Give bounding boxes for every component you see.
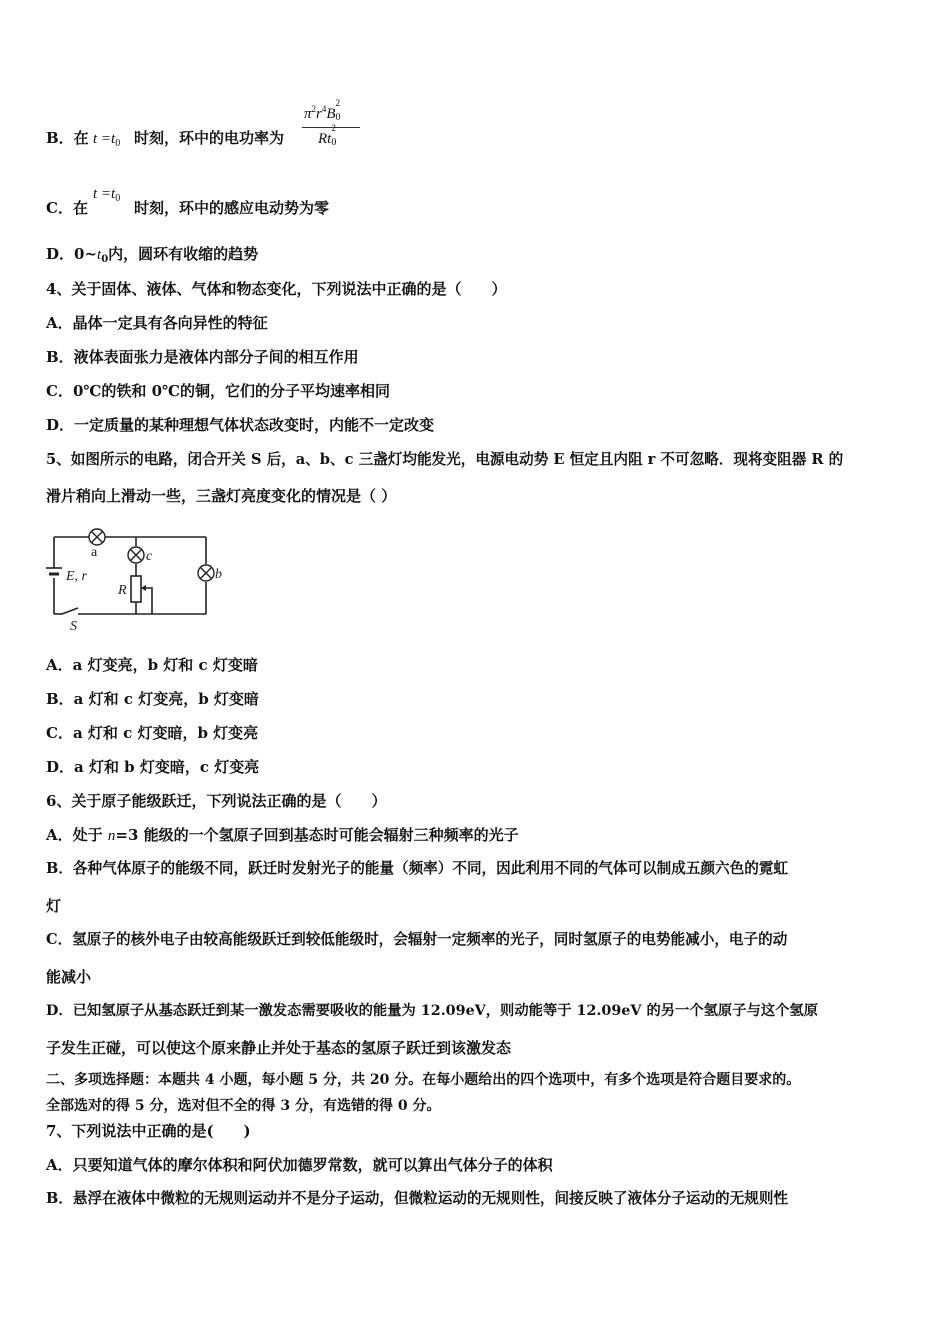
q6-option-c-line1: C．氢原子的核外电子由较高能级跃迁到较低能级时，会辐射一定频率的光子，同时氢原子的电势能减小，电子的动 xyxy=(46,931,788,948)
lamp-a-icon xyxy=(89,529,105,545)
q3-option-c: C．在 xyxy=(46,199,88,217)
q7-option-b: B．悬浮在液体中微粒的无规则运动并不是分子运动，但微粒运动的无规则性，间接反映了液体分子运动的无规则性 xyxy=(46,1190,789,1207)
lamp-a-label: a xyxy=(91,545,98,560)
q3-option-b-time: $t =t_0$ xyxy=(93,131,121,149)
q3-option-c-time: $t =t_0$ xyxy=(93,186,121,204)
q6-option-b-line1: B．各种气体原子的能级不同，跃迁时发射光子的能量（频率）不同，因此利用不同的气体可以制成五颜六色的霓虹 xyxy=(46,860,789,877)
section-2-instructions-line1: 二、多项选择题：本题共 4 小题，每小题 5 分，共 20 分。在每小题给出的四个选项中，有多个选项是符合题目要求的。 xyxy=(46,1072,801,1088)
fraction-denominator: Rt 2 0 xyxy=(318,123,337,148)
fraction-numerator: $\pi^2r^4B$ 2 0 xyxy=(304,98,341,123)
q4-option-b: B．液体表面张力是液体内部分子间的相互作用 xyxy=(46,348,359,366)
q3-option-b-label: B．在 xyxy=(46,129,89,147)
lamp-c-icon xyxy=(128,547,144,563)
circuit-diagram xyxy=(44,522,234,634)
q6-stem: 6、关于原子能级跃迁，下列说法正确的是（ ） xyxy=(46,792,387,810)
q4-option-a: A．晶体一定具有各向异性的特征 xyxy=(46,314,268,332)
q6-option-b-line2: 灯 xyxy=(46,897,62,915)
q6-option-d-line1: D．已知氢原子从基态跃迁到某一激发态需要吸收的能量为 12.09eV，则动能等于 12.09eV 的另一个氢原子与这个氢原 xyxy=(46,1003,819,1019)
q6-option-d-line2: 子发生正碰，可以使这个原来静止并处于基态的氢原子跃迁到该激发态 xyxy=(46,1039,512,1057)
q4-option-d: D．一定质量的某种理想气体状态改变时，内能不一定改变 xyxy=(46,416,435,434)
q3-option-d: D．$0\sim t_0$内，圆环有收缩的趋势 xyxy=(46,245,259,265)
source-label: E, r xyxy=(66,569,87,584)
lamp-b-icon xyxy=(198,565,214,581)
lamp-c-label: c xyxy=(146,549,153,564)
switch-label: S xyxy=(70,619,77,634)
q5-option-a: A．a 灯变亮，b 灯和 c 灯变暗 xyxy=(46,656,258,674)
q6-option-c-line2: 能减小 xyxy=(46,968,92,986)
q5-option-c: C．a 灯和 c 灯变暗，b 灯变亮 xyxy=(46,724,259,742)
q7-option-a: A．只要知道气体的摩尔体积和阿伏加德罗常数，就可以算出气体分子的体积 xyxy=(46,1156,553,1174)
resistor-label: R xyxy=(118,583,127,598)
q7-stem: 7、下列说法中正确的是( ) xyxy=(46,1122,251,1140)
q5-stem-line2: 滑片稍向上滑动一些，三盏灯亮度变化的情况是（ ） xyxy=(46,487,397,505)
q4-stem: 4、关于固体、液体、气体和物态变化，下列说法中正确的是（ ） xyxy=(46,280,507,298)
q3-option-c-text: 时刻，环中的感应电动势为零 xyxy=(134,199,330,217)
q6-option-a: A．处于 n=3 能级的一个氢原子回到基态时可能会辐射三种频率的光子 xyxy=(46,826,519,844)
section-2-instructions-line2: 全部选对的得 5 分，选对但不全的得 3 分，有选错的得 0 分。 xyxy=(46,1098,441,1114)
q3-option-b-text: 时刻，环中的电功率为 xyxy=(134,129,285,147)
power-fraction xyxy=(302,100,362,158)
q3-option-b xyxy=(46,128,89,148)
q4-option-c: C．0℃的铁和 0℃的铜，它们的分子平均速率相同 xyxy=(46,382,390,400)
lamp-b-label: b xyxy=(215,567,222,582)
q5-option-d: D．a 灯和 b 灯变暗，c 灯变亮 xyxy=(46,758,260,776)
q5-stem-line1: 5、如图所示的电路，闭合开关 S 后，a、b、c 三盏灯均能发光，电源电动势 E 恒定且内阻 r 不可忽略．现将变阻器 R 的 xyxy=(46,451,844,468)
q5-option-b: B．a 灯和 c 灯变亮，b 灯变暗 xyxy=(46,690,259,708)
